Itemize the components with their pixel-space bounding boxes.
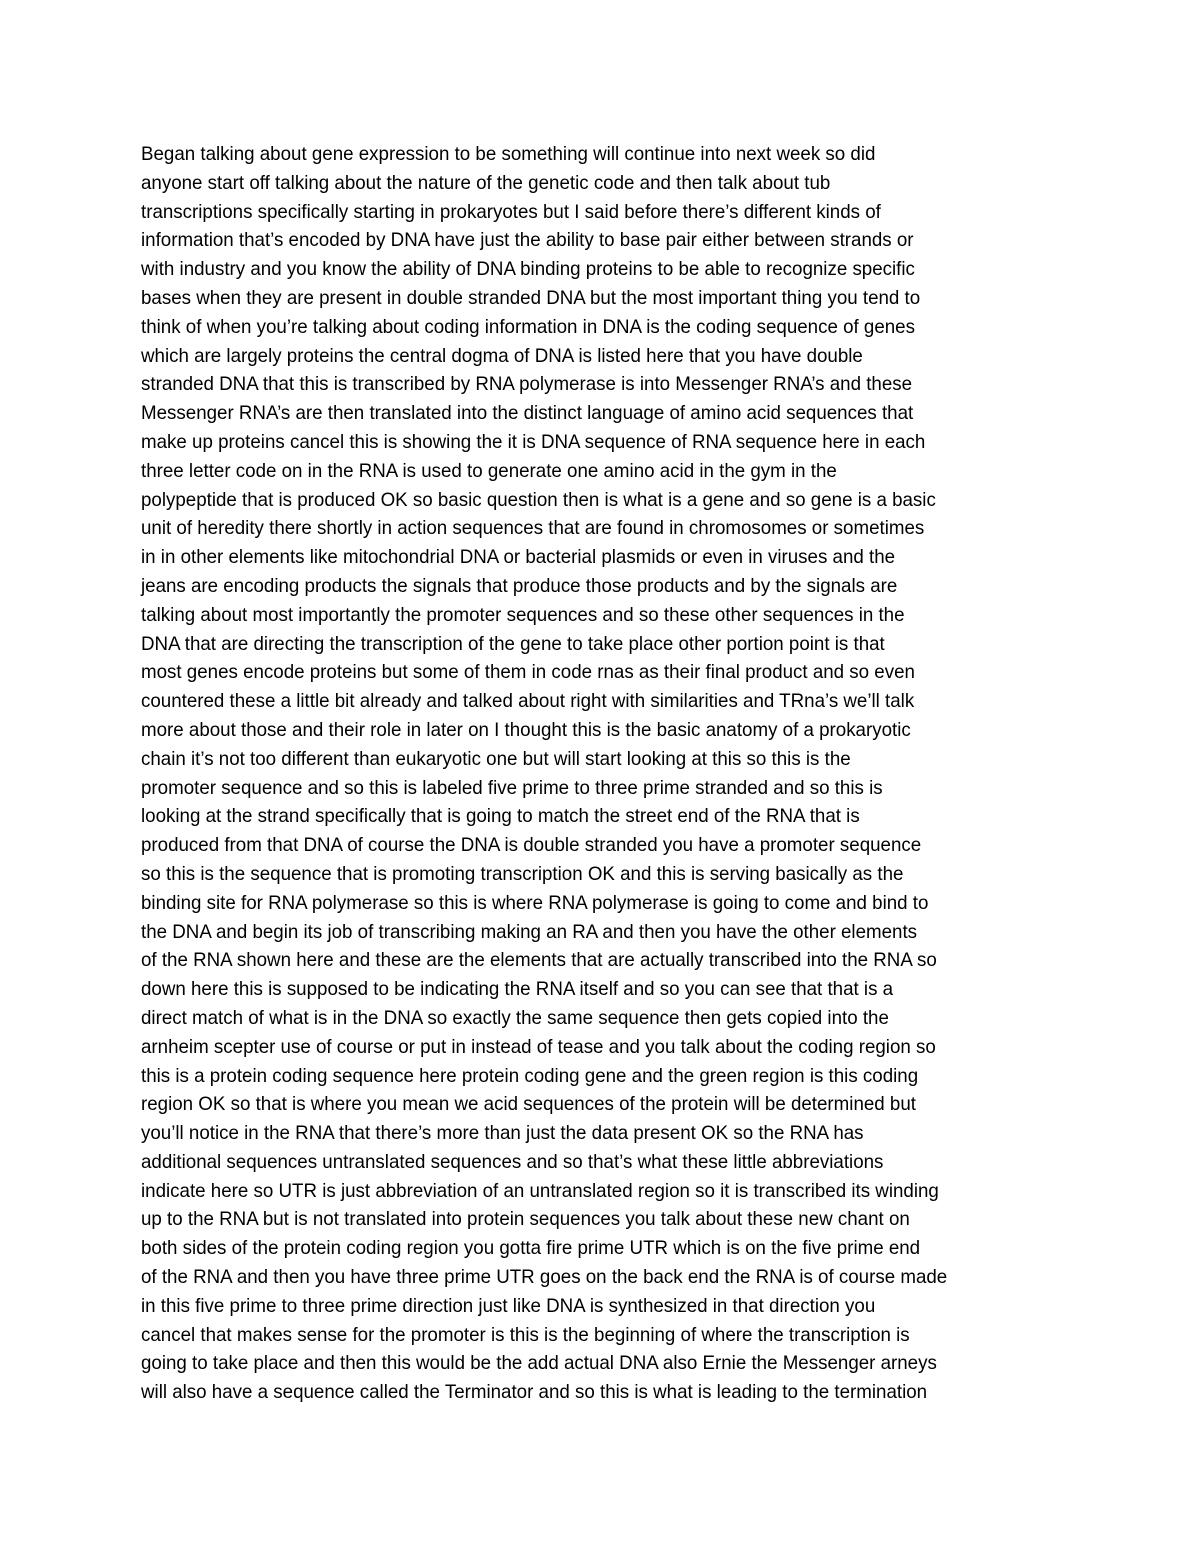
text-line: up to the RNA but is not translated into protein sequences you talk about these new chant on [141, 1209, 910, 1231]
text-line: direct match of what is in the DNA so exactly the same sequence then gets copied into the [141, 1007, 889, 1029]
text-line: additional sequences untranslated sequences and so that’s what these little abbreviations [141, 1151, 884, 1173]
text-line: chain it’s not too different than eukaryotic one but will start looking at this so this is the [141, 748, 851, 770]
text-line: polypeptide that is produced OK so basic question then is what is a gene and so gene is a basic [141, 489, 936, 511]
text-line: indicate here so UTR is just abbreviation of an untranslated region so it is transcribed its winding [141, 1180, 939, 1202]
text-line: so this is the sequence that is promoting transcription OK and this is serving basically as the [141, 863, 904, 885]
text-line: make up proteins cancel this is showing the it is DNA sequence of RNA sequence here in each [141, 431, 926, 453]
text-line: produced from that DNA of course the DNA is double stranded you have a promoter sequence [141, 835, 922, 857]
text-line: promoter sequence and so this is labeled five prime to three prime stranded and so this is [141, 777, 883, 799]
text-line: information that’s encoded by DNA have just the ability to base pair either between strands or [141, 230, 914, 252]
text-line: bases when they are present in double stranded DNA but the most important thing you tend to [141, 287, 921, 309]
text-line: the DNA and begin its job of transcribing making an RA and then you have the other elements [141, 921, 918, 943]
text-line: of the RNA shown here and these are the elements that are actually transcribed into the RNA so [141, 950, 937, 972]
text-line: you’ll notice in the RNA that there’s more than just the data present OK so the RNA has [141, 1123, 864, 1145]
text-line: Messenger RNA’s are then translated into the distinct language of amino acid sequences that [141, 403, 914, 425]
text-line: Began talking about gene expression to be something will continue into next week so did [141, 144, 876, 165]
text-line: will also have a sequence called the Terminator and so this is what is leading to the termination [141, 1382, 928, 1404]
text-line: anyone start off talking about the nature of the genetic code and then talk about tub [141, 172, 831, 194]
text-line: arnheim scepter use of course or put in instead of tease and you talk about the coding region so [141, 1036, 936, 1058]
text-line: region OK so that is where you mean we acid sequences of the protein will be determined but [141, 1094, 916, 1116]
text-line: most genes encode proteins but some of them in code rnas as their final product and so even [141, 662, 915, 684]
text-line: in this five prime to three prime direction just like DNA is synthesized in that direction you [141, 1295, 876, 1317]
text-line: DNA that are directing the transcription of the gene to take place other portion point is that [141, 633, 885, 655]
text-line: binding site for RNA polymerase so this is where RNA polymerase is going to come and bind to [141, 892, 929, 914]
text-line: looking at the strand specifically that is going to match the street end of the RNA that is [141, 806, 860, 828]
text-line: down here this is supposed to be indicating the RNA itself and so you can see that that is a [141, 979, 894, 1001]
text-line: countered these a little bit already and talked about right with similarities and TRna’s we’ll talk [141, 691, 915, 713]
text-line: this is a protein coding sequence here protein coding gene and the green region is this coding [141, 1065, 919, 1087]
text-line: three letter code on in the RNA is used to generate one amino acid in the gym in the [141, 460, 837, 482]
text-line: both sides of the protein coding region you gotta fire prime UTR which is on the five prime end [141, 1238, 921, 1260]
text-line: going to take place and then this would be the add actual DNA also Ernie the Messenger arneys [141, 1353, 937, 1375]
text-line: of the RNA and then you have three prime UTR goes on the back end the RNA is of course made [141, 1267, 948, 1289]
text-line: think of when you’re talking about coding information in DNA is the coding sequence of genes [141, 316, 915, 338]
text-line: with industry and you know the ability of DNA binding proteins to be able to recognize specific [141, 259, 915, 281]
text-line: transcriptions specifically starting in prokaryotes but I said before there’s different kinds of [141, 201, 881, 223]
text-line: which are largely proteins the central dogma of DNA is listed here that you have double [141, 345, 863, 367]
text-line: cancel that makes sense for the promoter is this is the beginning of where the transcription is [141, 1324, 910, 1346]
text-line: jeans are encoding products the signals that produce those products and by the signals are [141, 575, 898, 597]
text-line: talking about most importantly the promoter sequences and so these other sequences in the [141, 604, 905, 626]
text-line: more about those and their role in later on I thought this is the basic anatomy of a prokaryotic [141, 719, 911, 741]
text-line: unit of heredity there shortly in action sequences that are found in chromosomes or sometimes [141, 518, 925, 540]
text-line: in in other elements like mitochondrial DNA or bacterial plasmids or even in viruses and the [141, 547, 896, 569]
body-text [141, 141, 1081, 1408]
text-line: stranded DNA that this is transcribed by RNA polymerase is into Messenger RNA’s and these [141, 374, 913, 396]
